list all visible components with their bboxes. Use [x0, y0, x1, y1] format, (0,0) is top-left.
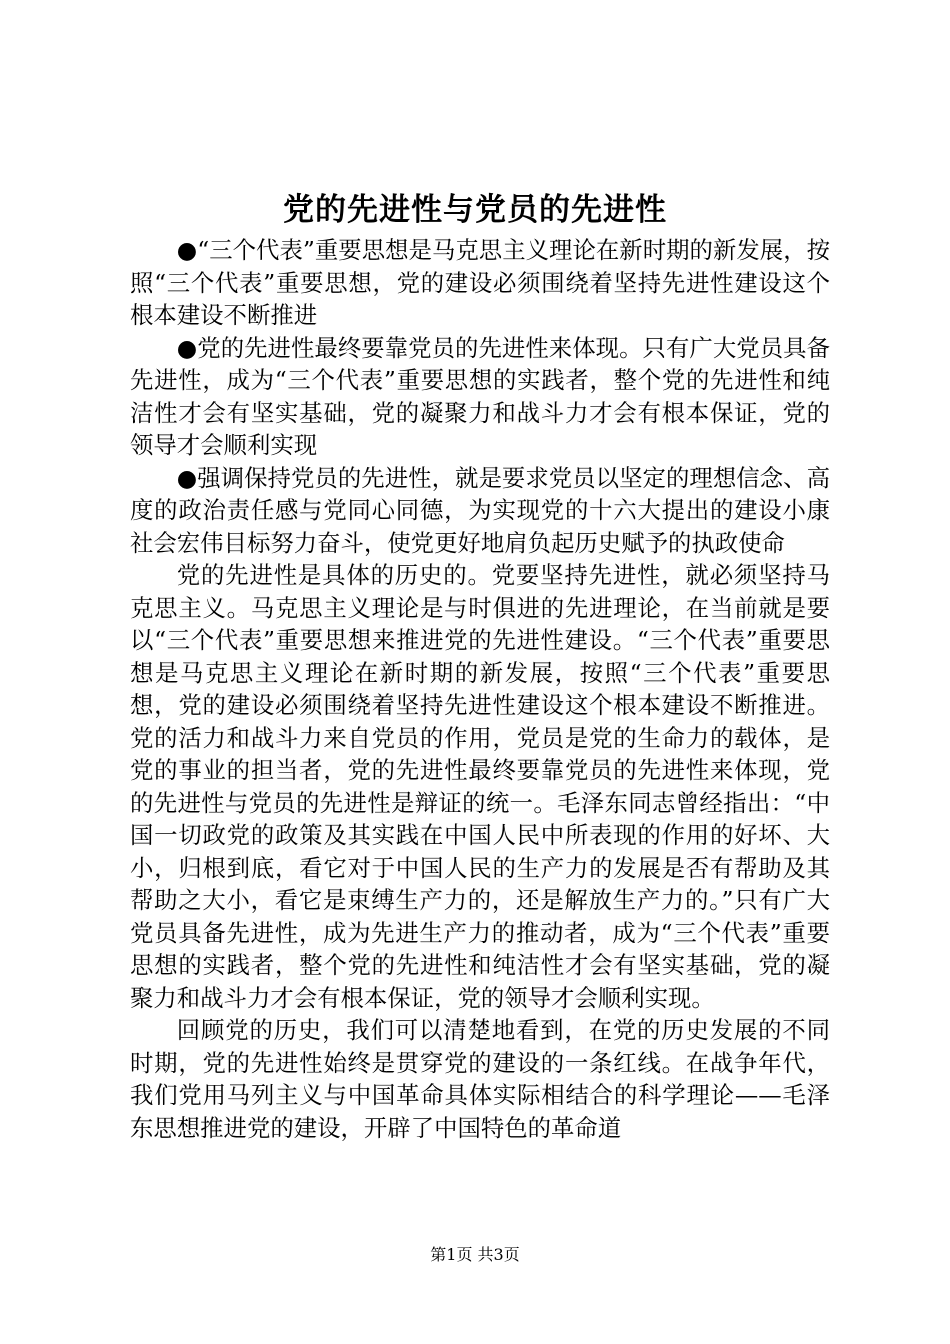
document-title: 党的先进性与党员的先进性 — [283, 192, 667, 228]
document-body — [130, 234, 830, 1144]
paragraph-body-2: 回顾党的历史，我们可以清楚地看到，在党的历史发展的不同时期，党的先进性始终是贯穿党的建设的一条红线。在战争年代，我们党用马列主义与中国革命具体实际相结合的科学理论——毛泽东思想推进党的建设，开辟了中国特色的革命道 — [130, 1016, 830, 1142]
paragraph-bullet-1: ●“三个代表”重要思想是马克思主义理论在新时期的新发展，按照“三个代表”重要思想，党的建设必须围绕着坚持先进性建设这个根本建设不断推进 — [130, 236, 830, 329]
paragraph-bullet-2: ●党的先进性最终要靠党员的先进性来体现。只有广大党员具备先进性，成为“三个代表”重要思想的实践者，整个党的先进性和纯洁性才会有坚实基础，党的凝聚力和战斗力才会有根本保证，党的领导才会顺利实现 — [130, 333, 830, 459]
paragraph-body-1: 党的先进性是具体的历史的。党要坚持先进性，就必须坚持马克思主义。马克思主义理论是与时俱进的先进理论，在当前就是要以“三个代表”重要思想来推进党的先进性建设。“三个代表”重要思想是马克思主义理论在新时期的新发展，按照“三个代表”重要思想，党的建设必须围绕着坚持先进性建设这个根本建设不断推进。党的活力和战斗力来自党员的作用，党员是党的生命力的载体，是党的事业的担当者，党的先进性最终要靠党员的先进性来体现，党的先进性与党员的先进性是辩证的统一。毛泽东同志曾经指出：“中国一切政党的政策及其实践在中国人民中所表现的作用的好坏、大小，归根到底，看它对于中国人民的生产力的发展是否有帮助及其帮助之大小，看它是束缚生产力的，还是解放生产力的。”只有广大党员具备先进性，成为先进生产力的推动者，成为“三个代表”重要思想的实践者，整个党的先进性和纯洁性才会有坚实基础，党的凝聚力和战斗力才会有根本保证，党的领导才会顺利实现。 — [130, 561, 830, 1012]
page-number-footer: 第1页 共3页 — [430, 1245, 520, 1264]
paragraph-bullet-3: ●强调保持党员的先进性，就是要求党员以坚定的理想信念、高度的政治责任感与党同心同德，为实现党的十六大提出的建设小康社会宏伟目标努力奋斗，使党更好地肩负起历史赋予的执政使命 — [130, 463, 830, 557]
